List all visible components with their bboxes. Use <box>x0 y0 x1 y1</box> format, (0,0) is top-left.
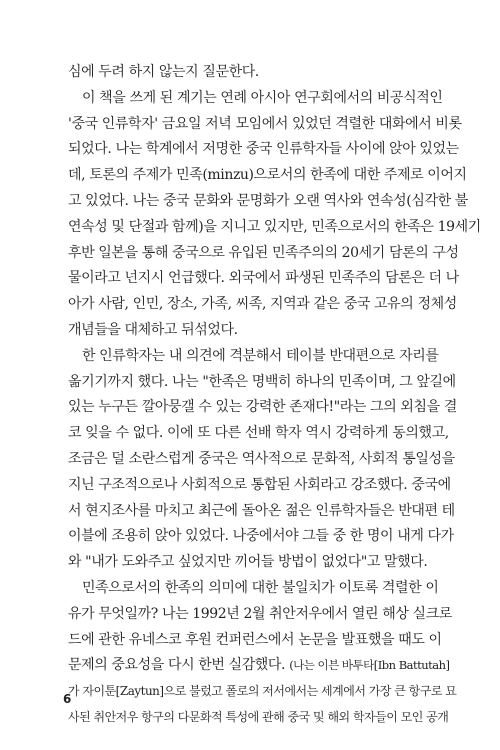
text-line: 되었다. 나는 학계에서 저명한 중국 인류학자들 사이에 앉아 있었는 <box>68 141 459 158</box>
text-line: 코 잊을 수 없다. 이에 또 다른 선배 학자 역시 강력하게 동의했고, <box>68 425 449 442</box>
paragraph-start-line: 민족으로서의 한족의 의미에 대한 불일치가 이토록 격렬한 이 <box>82 579 439 596</box>
text-line: 물이라고 넌지시 언급했다. 외국에서 파생된 민족주의 담론은 더 나 <box>68 270 459 287</box>
text-line: 조금은 덜 소란스럽게 중국은 역사적으로 문화적, 사회적 통일성을 <box>68 450 455 467</box>
text-line: 고 있었다. 나는 중국 문화와 문명화가 오랜 역사와 연속성(심각한 불 <box>68 192 468 209</box>
parenthetical-note: (나는 이븐 바투타[Ibn Battutah] <box>289 658 450 673</box>
text-line: 후반 일본을 통해 중국으로 유입된 민족주의의 20세기 담론의 구성 <box>68 244 459 261</box>
text-line: 서 현지조사를 마치고 최근에 돌아온 젊은 인류학자들은 반대편 테 <box>68 502 455 519</box>
text-line: 지닌 구조적으로나 사회적으로 통합된 사회라고 강조했다. 중국에 <box>68 476 451 493</box>
text-line: 데, 토론의 주제가 민족(minzu)으로서의 한족에 대한 주제로 이어지 <box>68 167 467 184</box>
note-line: 사된 취안저우 항구의 다문화적 특성에 관해 중국 및 해외 학자들이 모인 공개 <box>68 709 449 724</box>
text-line: 유가 무엇일까? 나는 1992년 2월 취안저우에서 열린 해상 실크로 <box>68 605 452 622</box>
text-line-with-note <box>68 653 450 679</box>
text-line-segment: 문제의 중요성을 다시 한번 실감했다. <box>68 657 286 674</box>
note-line: 가 자이툰[Zaytun]으로 불렀고 폴로의 저서에서는 세계에서 가장 큰 항구로 묘 <box>68 684 457 699</box>
page-number: 6 <box>63 692 72 706</box>
text-line: 와 "내가 도와주고 싶었지만 끼어들 방법이 없었다"고 말했다. <box>68 554 428 571</box>
text-line: 옮기기까지 했다. 나는 "한족은 명백히 하나의 민족이며, 그 앞길에 <box>68 373 456 390</box>
paragraph-start-line: 이 책을 쓰게 된 계기는 연례 아시아 연구회에서의 비공식적인 <box>82 89 443 106</box>
text-line: 연속성 및 단절과 함께)을 지니고 있지만, 민족으로서의 한족은 19세기 <box>68 218 481 235</box>
text-line: 아가 사람, 인민, 장소, 가족, 씨족, 지역과 같은 중국 고유의 정체성 <box>68 296 457 313</box>
text-line: 이블에 조용히 앉아 있었다. 나중에서야 그들 중 한 명이 내게 다가 <box>68 528 454 545</box>
text-line: 드에 관한 유네스코 후원 컨퍼런스에서 논문을 발표했을 때도 이 <box>68 631 442 648</box>
text-line: 개념들을 대체하고 뒤섞었다. <box>68 321 238 338</box>
text-line: '중국 인류학자' 금요일 저녁 모임에서 있었던 격렬한 대화에서 비롯 <box>68 115 462 132</box>
text-line: 있는 누구든 깔아뭉갤 수 있는 강력한 존재다!"라는 그의 외침을 결 <box>68 399 457 416</box>
body-text <box>68 60 481 731</box>
text-line: 심에 두려 하지 않는지 질문한다. <box>68 64 259 80</box>
paragraph-start-line: 한 인류학자는 내 의견에 격분해서 테이블 반대편으로 자리를 <box>82 347 439 364</box>
